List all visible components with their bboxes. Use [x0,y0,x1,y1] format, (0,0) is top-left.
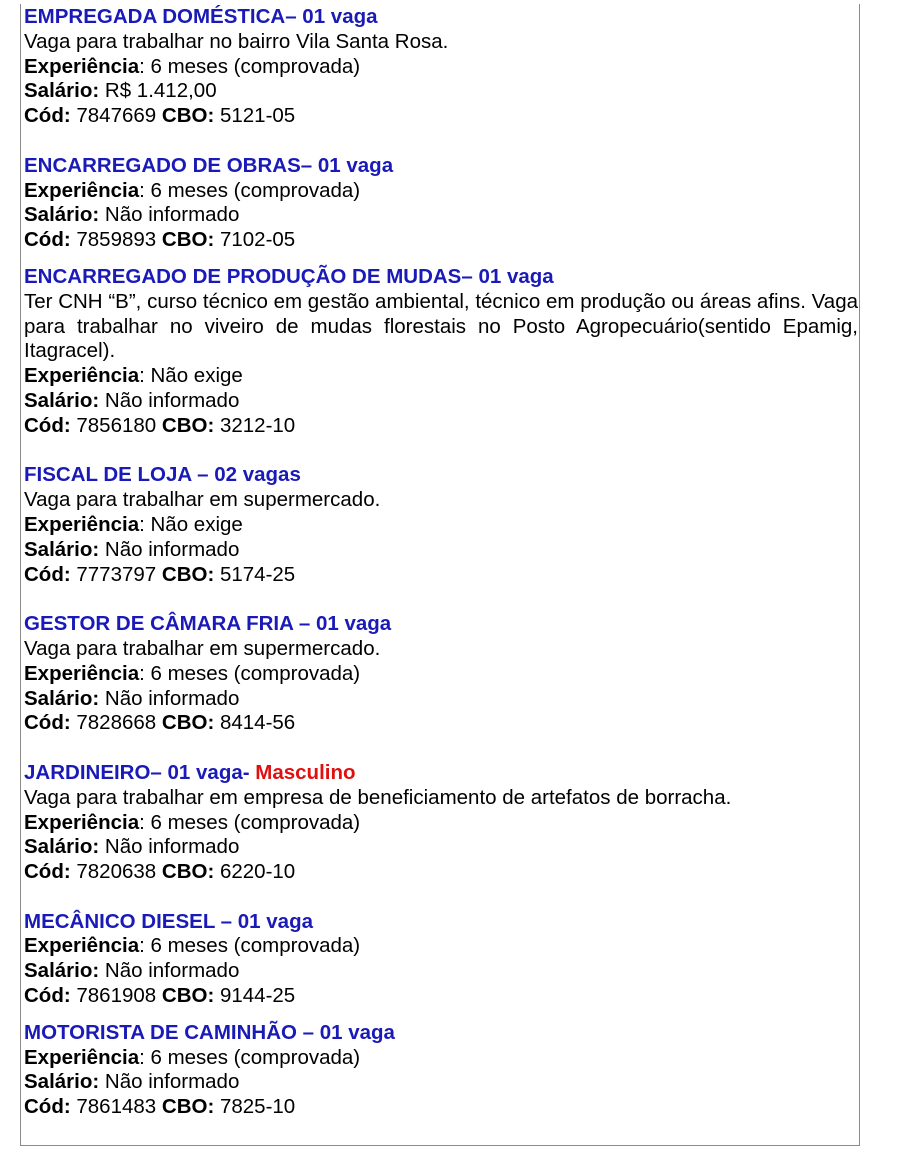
salary-label: Salário: [24,1070,100,1094]
experience-label: Experiência [24,1045,140,1069]
experience-label: Experiência [24,512,140,536]
job-item [24,761,858,885]
job-experience [24,513,858,538]
job-title: ENCARREGADO DE PRODUÇÃO DE MUDAS– 01 vaga [24,264,554,288]
experience-label: Experiência [24,54,140,78]
experience-label: Experiência [24,810,140,834]
cbo-label: CBO: [161,984,215,1008]
job-title: ENCARREGADO DE OBRAS– 01 vaga [24,153,394,177]
job-experience [24,1046,858,1071]
experience-value: : 6 meses (comprovada) [139,178,361,202]
job-title: MOTORISTA DE CAMINHÃO – 01 vaga [24,1020,395,1044]
job-salary [24,79,858,104]
job-title: MECÂNICO DIESEL – 01 vaga [24,909,313,933]
salary-label: Salário: [24,388,100,412]
code-value: 7820638 [70,860,162,884]
code-label: Cód: [24,413,71,437]
job-salary [24,389,858,414]
cbo-label: CBO: [161,562,215,586]
code-label: Cód: [24,984,71,1008]
salary-value: Não informado [99,835,240,859]
job-code [24,228,858,253]
job-experience [24,55,858,80]
code-value: 7773797 [70,562,162,586]
salary-value: Não informado [99,388,240,412]
code-value: 7861483 [70,1095,162,1119]
job-experience [24,662,858,687]
job-salary [24,203,858,228]
job-title: GESTOR DE CÂMARA FRIA – 01 vaga [24,612,392,636]
job-title [24,761,858,786]
cbo-value: 6220-10 [214,860,296,884]
code-value: 7828668 [70,711,162,735]
cbo-value: 3212-10 [214,413,296,437]
salary-label: Salário: [24,835,100,859]
cbo-label: CBO: [161,1095,215,1119]
salary-label: Salário: [24,686,100,710]
cbo-label: CBO: [161,104,215,128]
code-label: Cód: [24,228,71,252]
experience-label: Experiência [24,934,140,958]
salary-label: Salário: [24,537,100,561]
job-item [24,463,858,587]
job-item [24,1021,858,1120]
experience-label: Experiência [24,364,140,388]
job-code [24,104,858,129]
salary-value: Não informado [99,537,240,561]
experience-value: : 6 meses (comprovada) [139,934,361,958]
job-salary [24,687,858,712]
salary-value: Não informado [99,203,240,227]
job-description: Vaga para trabalhar em supermercado. [24,636,381,660]
cbo-value: 5121-05 [214,104,296,128]
job-salary [24,1070,858,1095]
job-item [24,910,858,1009]
experience-value: : 6 meses (comprovada) [139,661,361,685]
job-code [24,563,858,588]
salary-value: Não informado [99,959,240,983]
job-code [24,1095,858,1120]
cbo-label: CBO: [161,860,215,884]
code-label: Cód: [24,1095,71,1119]
salary-label: Salário: [24,79,100,103]
job-code [24,860,858,885]
cbo-value: 9144-25 [214,984,296,1008]
experience-value: : Não exige [139,364,243,388]
job-item [24,612,858,736]
job-salary [24,959,858,984]
code-label: Cód: [24,711,71,735]
job-description: Vaga para trabalhar em empresa de beneficiamento de artefatos de borracha. [24,785,732,809]
salary-value: R$ 1.412,00 [99,79,217,103]
code-value: 7861908 [70,984,162,1008]
job-description: Vaga para trabalhar no bairro Vila Santa Rosa. [24,29,449,53]
job-listings [24,5,858,1120]
job-item [24,265,858,439]
salary-label: Salário: [24,959,100,983]
cbo-value: 7825-10 [214,1095,296,1119]
job-description: Ter CNH “B”, curso técnico em gestão ambiental, técnico em produção ou áreas afins. Vaga para trabalhar no viveiro de mudas florestais no Posto Agropecuário(sentido Epamig, Itagracel). [24,289,858,363]
cbo-label: CBO: [161,413,215,437]
code-label: Cód: [24,104,71,128]
code-value: 7856180 [70,413,162,437]
salary-label: Salário: [24,203,100,227]
job-title: EMPREGADA DOMÉSTICA– 01 vaga [24,5,378,28]
experience-label: Experiência [24,661,140,685]
job-salary [24,835,858,860]
experience-value: : 6 meses (comprovada) [139,1045,361,1069]
job-experience [24,179,858,204]
job-salary [24,538,858,563]
job-title-tag: Masculino [255,760,356,784]
job-experience [24,364,858,389]
code-label: Cód: [24,562,71,586]
cbo-value: 7102-05 [214,228,296,252]
job-description: Vaga para trabalhar em supermercado. [24,488,381,512]
cbo-label: CBO: [161,711,215,735]
cbo-label: CBO: [161,228,215,252]
cbo-value: 8414-56 [214,711,296,735]
experience-value: : Não exige [139,512,243,536]
job-code [24,984,858,1009]
code-label: Cód: [24,860,71,884]
experience-value: : 6 meses (comprovada) [139,54,361,78]
code-value: 7847669 [70,104,162,128]
code-value: 7859893 [70,228,162,252]
salary-value: Não informado [99,686,240,710]
job-title-text: JARDINEIRO– 01 vaga- [24,760,256,784]
job-item [24,154,858,253]
job-code [24,711,858,736]
experience-value: : 6 meses (comprovada) [139,810,361,834]
cbo-value: 5174-25 [214,562,296,586]
job-experience [24,811,858,836]
job-item [24,5,858,129]
job-title: FISCAL DE LOJA – 02 vagas [24,463,301,487]
salary-value: Não informado [99,1070,240,1094]
experience-label: Experiência [24,178,140,202]
job-code [24,414,858,439]
job-experience [24,934,858,959]
